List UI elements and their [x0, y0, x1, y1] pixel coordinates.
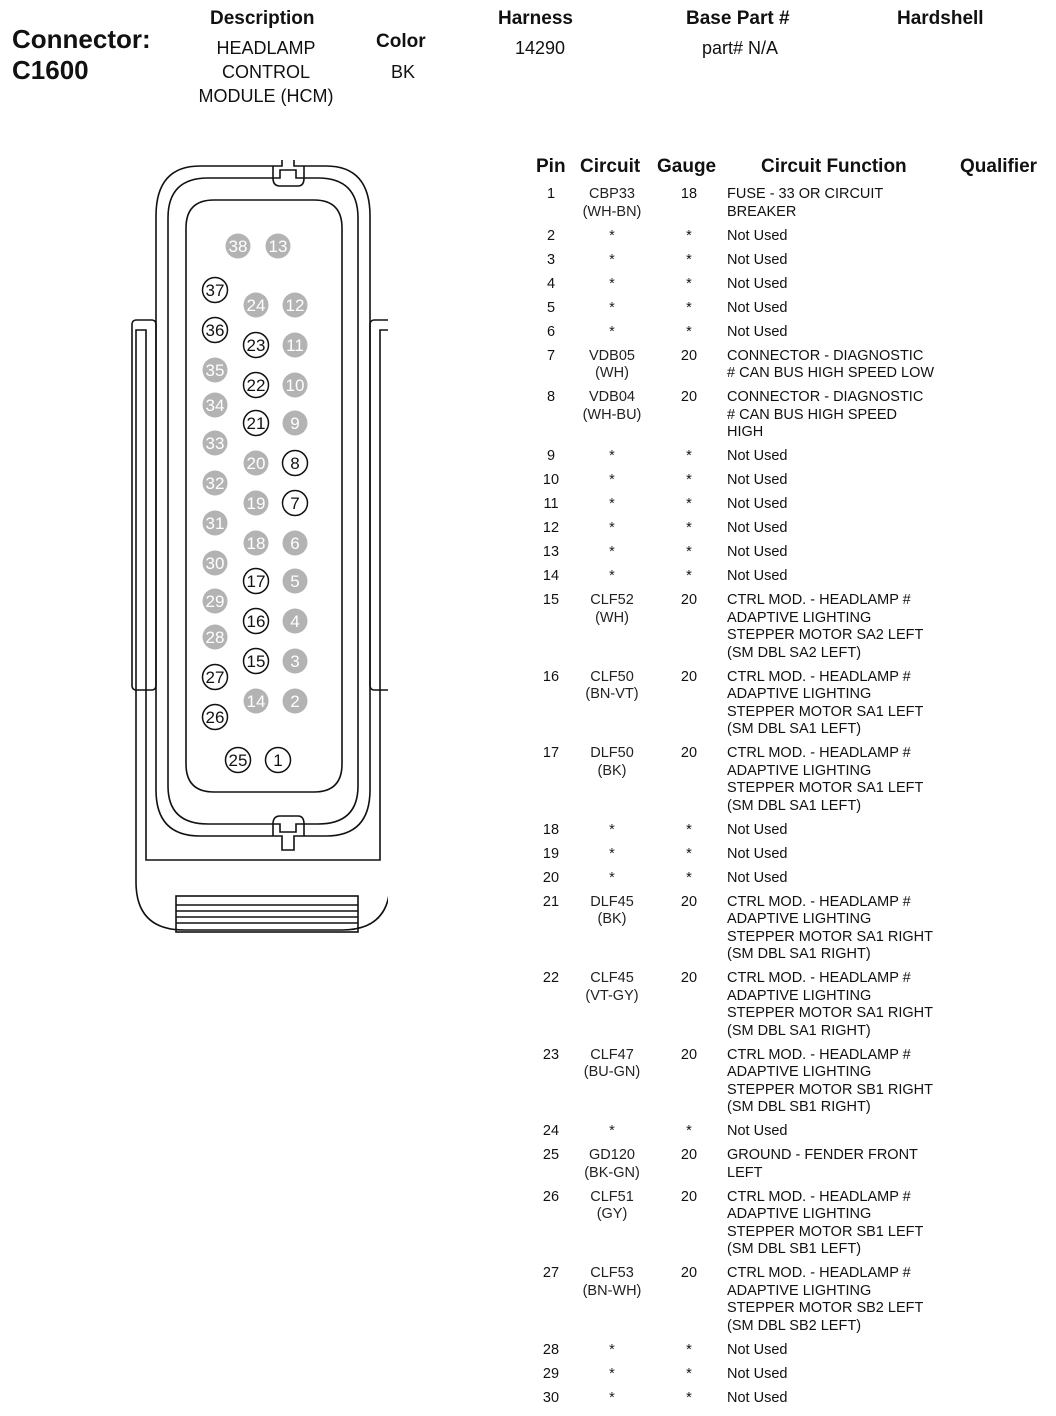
circuit-code: CLF53 (BN-WH) — [582, 1265, 642, 1299]
pin-number: 10 — [542, 472, 560, 488]
pin-cavity-label: 5 — [290, 572, 300, 591]
pin-number: 9 — [546, 448, 556, 464]
circuit-function: Not Used — [727, 448, 788, 464]
description-line: HEADLAMP — [216, 38, 316, 58]
pin-cavity-label: 37 — [205, 281, 225, 300]
circuit-function: CTRL MOD. - HEADLAMP # ADAPTIVE LIGHTING STEPPER MOTOR SA1 RIGHT (SM DBL SA1 RIGHT) — [727, 970, 933, 1039]
circuit-code: * — [609, 821, 615, 838]
column-header-gauge: Gauge — [657, 156, 717, 177]
circuit-code: * — [609, 544, 615, 560]
pin-cavity-label: 28 — [205, 628, 225, 647]
pin-number: 5 — [546, 299, 556, 316]
circuit-code: CLF47 (BU-GN) — [583, 1046, 641, 1080]
circuit-code: * — [609, 323, 615, 340]
pin-cavity-label: 2 — [290, 692, 300, 711]
pin-cavity-label: 8 — [290, 454, 300, 473]
wire-gauge: * — [686, 496, 692, 512]
circuit-function: Not Used — [727, 845, 788, 862]
circuit-function: Not Used — [727, 520, 788, 536]
pin-number: 14 — [542, 568, 560, 584]
circuit-function: GROUND - FENDER FRONT LEFT — [727, 1147, 918, 1181]
pin-number: 26 — [542, 1188, 560, 1205]
column-header-circuit: Circuit — [580, 156, 641, 177]
circuit-code: GD120 (BK-GN) — [584, 1147, 640, 1181]
pin-cavity-label: 17 — [246, 572, 266, 591]
wire-gauge: 20 — [680, 970, 698, 986]
pin-number: 1 — [546, 186, 556, 202]
pin-cavity-label: 25 — [228, 751, 248, 770]
pin-number: 25 — [542, 1147, 560, 1163]
pin-number: 19 — [542, 845, 560, 862]
pin-cavity-label: 10 — [285, 376, 305, 395]
wire-gauge: 20 — [680, 1188, 698, 1205]
circuit-code: VDB04 (WH-BU) — [582, 389, 642, 423]
circuit-function: CTRL MOD. - HEADLAMP # ADAPTIVE LIGHTING STEPPER MOTOR SB1 LEFT (SM DBL SB1 LEFT) — [727, 1188, 924, 1257]
pin-number: 24 — [542, 1123, 560, 1139]
pin-number: 18 — [542, 821, 560, 838]
circuit-code: CLF50 (BN-VT) — [585, 668, 639, 702]
pin-number: 20 — [542, 869, 560, 886]
wire-gauge: 20 — [680, 893, 698, 910]
circuit-code: * — [609, 520, 615, 536]
connector-label: Connector: — [12, 24, 151, 54]
circuit-code: DLF45 (BK) — [590, 893, 634, 927]
description-line: CONTROL — [221, 62, 310, 82]
wire-gauge: 20 — [680, 745, 698, 761]
circuit-function: Not Used — [727, 1365, 788, 1382]
pin-cavity-label: 11 — [286, 336, 304, 355]
base-part-value: part# N/A — [701, 38, 779, 58]
pin-cavity-label: 36 — [205, 321, 225, 340]
wire-gauge: * — [686, 472, 692, 488]
column-header-pin: Pin — [536, 156, 566, 177]
pin-number: 29 — [542, 1365, 560, 1382]
circuit-function: CONNECTOR - DIAGNOSTIC # CAN BUS HIGH SPEED HIGH — [727, 389, 924, 440]
wire-gauge: * — [686, 1123, 692, 1139]
pin-cavity-label: 14 — [246, 692, 266, 711]
circuit-code: * — [609, 251, 615, 268]
wire-gauge: 20 — [680, 1046, 698, 1063]
wire-gauge: * — [686, 869, 692, 886]
wire-gauge: 20 — [680, 1265, 698, 1281]
circuit-function: Not Used — [727, 1389, 788, 1406]
pin-number: 17 — [542, 745, 560, 761]
circuit-code: * — [609, 275, 615, 292]
pin-cavity-label: 38 — [228, 237, 248, 256]
circuit-code: CLF52 (WH) — [590, 592, 634, 626]
pin-number: 27 — [542, 1265, 560, 1281]
pin-cavity-label: 19 — [246, 494, 266, 513]
base-part-label: Base Part # — [686, 8, 790, 29]
wire-gauge: * — [686, 1389, 692, 1406]
pin-cavity-label: 35 — [205, 361, 225, 380]
wire-gauge: * — [686, 544, 692, 560]
color-value: BK — [390, 62, 415, 82]
wire-gauge: * — [686, 845, 692, 862]
bottom-key — [273, 816, 304, 836]
pin-cavity-label: 31 — [205, 514, 225, 533]
circuit-code: * — [609, 1365, 615, 1382]
pin-cavity-label: 18 — [246, 534, 266, 553]
pin-number: 11 — [543, 496, 559, 512]
circuit-code: * — [609, 448, 615, 464]
pin-number: 15 — [542, 592, 560, 608]
circuit-code: * — [609, 227, 615, 244]
wire-gauge: 20 — [680, 389, 698, 405]
pin-cavity-label: 7 — [290, 494, 300, 513]
circuit-code: * — [609, 1341, 615, 1358]
latch-tab — [176, 896, 358, 932]
right-rib — [370, 320, 388, 690]
circuit-function: CTRL MOD. - HEADLAMP # ADAPTIVE LIGHTING STEPPER MOTOR SA1 LEFT (SM DBL SA1 LEFT) — [727, 745, 924, 814]
pin-cavity-label: 32 — [205, 474, 225, 493]
circuit-code: * — [609, 568, 615, 584]
circuit-function: Not Used — [727, 275, 788, 292]
wire-gauge: * — [686, 299, 692, 316]
pin-number: 30 — [542, 1389, 560, 1406]
wire-gauge: * — [686, 1341, 692, 1358]
wire-gauge: 20 — [680, 347, 698, 364]
circuit-function: Not Used — [727, 299, 788, 316]
column-header-qualifier: Qualifier — [960, 156, 1038, 177]
pin-number: 16 — [542, 668, 560, 685]
pin-cavity-label: 13 — [268, 237, 288, 256]
wire-gauge: 20 — [680, 592, 698, 608]
circuit-code: CBP33 (WH-BN) — [582, 186, 642, 220]
description-value — [176, 36, 356, 108]
circuit-function: Not Used — [727, 544, 788, 560]
circuit-code: VDB05 (WH) — [589, 347, 635, 381]
circuit-function: Not Used — [727, 1123, 788, 1139]
pin-number: 22 — [542, 970, 560, 986]
pin-cavity-label: 9 — [290, 414, 300, 433]
wire-gauge: * — [686, 520, 692, 536]
pin-cavity-label: 30 — [205, 554, 225, 573]
wire-gauge: * — [686, 448, 692, 464]
pin-number: 28 — [542, 1341, 560, 1358]
pin-number: 8 — [546, 389, 556, 405]
connector-face-diagram — [128, 160, 388, 940]
hardshell-label: Hardshell — [897, 8, 984, 29]
pin-number: 6 — [546, 323, 556, 340]
circuit-code: * — [609, 1123, 615, 1139]
pin-cavity-label: 1 — [273, 751, 283, 770]
circuit-code: CLF45 (VT-GY) — [585, 970, 639, 1004]
circuit-function: Not Used — [727, 251, 788, 268]
circuit-function: Not Used — [727, 869, 788, 886]
circuit-code: DLF50 (BK) — [590, 745, 634, 779]
top-key — [273, 166, 304, 186]
color-label: Color — [376, 31, 426, 52]
pin-cavity-label: 29 — [205, 592, 225, 611]
wire-gauge: 18 — [680, 186, 698, 202]
pin-number: 21 — [542, 893, 560, 910]
wire-gauge: * — [686, 227, 692, 244]
pin-cavity-label: 6 — [290, 534, 300, 553]
circuit-function: Not Used — [727, 496, 788, 512]
circuit-function: Not Used — [727, 821, 788, 838]
wire-gauge: * — [686, 323, 692, 340]
pin-cavity-label: 22 — [246, 376, 266, 395]
pin-cavity-label: 3 — [290, 652, 300, 671]
pin-number: 23 — [542, 1046, 560, 1063]
circuit-function: FUSE - 33 OR CIRCUIT BREAKER — [727, 186, 884, 220]
column-header-function: Circuit Function — [761, 156, 907, 177]
circuit-function: CTRL MOD. - HEADLAMP # ADAPTIVE LIGHTING STEPPER MOTOR SA1 LEFT (SM DBL SA1 LEFT) — [727, 668, 924, 737]
pin-cavity-label: 16 — [246, 612, 266, 631]
pin-cavity-label: 20 — [246, 454, 266, 473]
pin-number: 13 — [542, 544, 560, 560]
circuit-function: Not Used — [727, 323, 788, 340]
circuit-function: Not Used — [727, 227, 788, 244]
wire-gauge: * — [686, 275, 692, 292]
wire-gauge: * — [686, 1365, 692, 1382]
pin-cavity-label: 21 — [246, 414, 266, 433]
wire-gauge: * — [686, 251, 692, 268]
pin-number: 12 — [542, 520, 560, 536]
connector-id: C1600 — [12, 55, 89, 85]
pin-cavity-label: 33 — [205, 434, 225, 453]
description-line: MODULE (HCM) — [198, 86, 334, 106]
circuit-function: Not Used — [727, 472, 788, 488]
pin-number: 7 — [546, 347, 556, 364]
circuit-function: CTRL MOD. - HEADLAMP # ADAPTIVE LIGHTING STEPPER MOTOR SB1 RIGHT (SM DBL SB1 RIGHT) — [727, 1046, 933, 1115]
pin-number: 3 — [546, 251, 556, 268]
pin-cavity-label: 34 — [205, 396, 225, 415]
circuit-function: Not Used — [727, 1341, 788, 1358]
pin-cavity-label: 24 — [246, 296, 266, 315]
pin-cavity-label: 23 — [246, 336, 266, 355]
wire-gauge: * — [686, 821, 692, 838]
circuit-code: * — [609, 845, 615, 862]
circuit-code: CLF51 (GY) — [590, 1188, 634, 1222]
circuit-function: Not Used — [727, 568, 788, 584]
circuit-function: CTRL MOD. - HEADLAMP # ADAPTIVE LIGHTING STEPPER MOTOR SB2 LEFT (SM DBL SB2 LEFT) — [727, 1265, 924, 1334]
pin-cavity-label: 4 — [290, 612, 300, 631]
circuit-code: * — [609, 869, 615, 886]
wire-gauge: 20 — [680, 668, 698, 685]
circuit-function: CTRL MOD. - HEADLAMP # ADAPTIVE LIGHTING STEPPER MOTOR SA1 RIGHT (SM DBL SA1 RIGHT) — [727, 893, 933, 962]
circuit-function: CONNECTOR - DIAGNOSTIC # CAN BUS HIGH SPEED LOW — [727, 347, 935, 381]
pin-cavity-label: 26 — [205, 708, 225, 727]
harness-label: Harness — [498, 8, 573, 29]
pin-number: 4 — [546, 275, 556, 292]
circuit-code: * — [609, 299, 615, 316]
pin-cavity-label: 12 — [285, 296, 305, 315]
circuit-code: * — [609, 1389, 615, 1406]
pin-cavity-label: 15 — [246, 652, 266, 671]
circuit-code: * — [609, 472, 615, 488]
pin-cavity-label: 27 — [205, 668, 225, 687]
description-label: Description — [210, 8, 315, 29]
harness-value: 14290 — [514, 38, 566, 58]
pin-number: 2 — [546, 227, 556, 244]
wire-gauge: 20 — [680, 1147, 698, 1163]
circuit-code: * — [609, 496, 615, 512]
circuit-function: CTRL MOD. - HEADLAMP # ADAPTIVE LIGHTING STEPPER MOTOR SA2 LEFT (SM DBL SA2 LEFT) — [727, 592, 924, 661]
wire-gauge: * — [686, 568, 692, 584]
